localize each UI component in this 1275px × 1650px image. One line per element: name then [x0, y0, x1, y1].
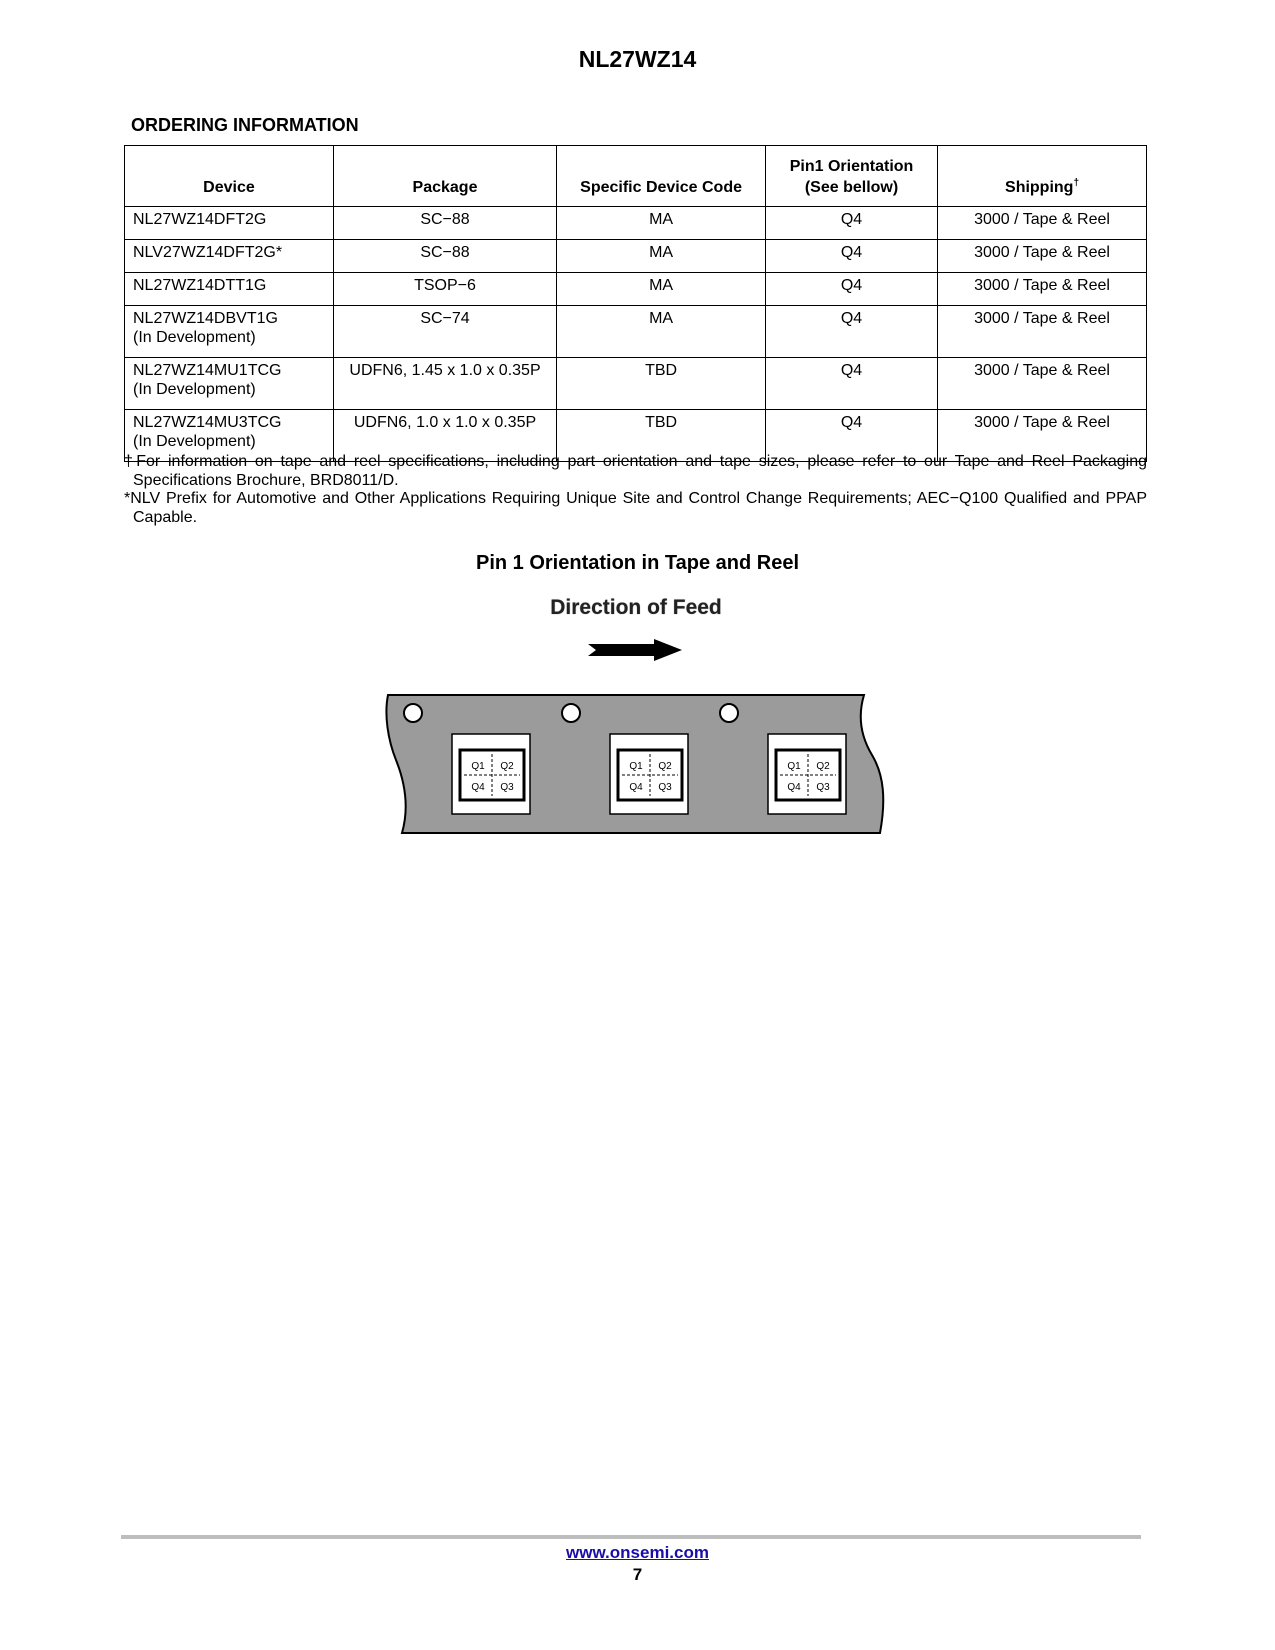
quadrant-label: Q2 [500, 761, 514, 772]
column-header-package: Package [333, 146, 556, 207]
sprocket-hole [404, 704, 422, 722]
shipping-cell: 3000 / Tape & Reel [938, 358, 1147, 410]
pin1-header-line2: (See bellow) [804, 179, 899, 196]
dagger-mark: † [1073, 177, 1080, 189]
shipping-header-label: Shipping [1005, 179, 1074, 196]
device-note: (In Development) [133, 381, 256, 398]
sprocket-hole [720, 704, 738, 722]
device-name: NL27WZ14MU3TCG [133, 414, 282, 431]
package-cell: SC−88 [333, 240, 556, 273]
quadrant-label: Q1 [629, 761, 643, 772]
feed-direction-label: Direction of Feed [550, 596, 722, 619]
code-cell: TBD [557, 410, 766, 462]
code-cell: MA [557, 240, 766, 273]
package-cell: SC−74 [333, 306, 556, 358]
package-cell: SC−88 [333, 207, 556, 240]
pin1-cell: Q4 [766, 306, 938, 358]
device-note: (In Development) [133, 329, 256, 346]
package-cell: UDFN6, 1.0 x 1.0 x 0.35P [333, 410, 556, 462]
feed-arrow-icon [588, 639, 682, 661]
pin1-header-line1: Pin1 Orientation [789, 158, 914, 175]
code-cell: MA [557, 273, 766, 306]
pin1-cell: Q4 [766, 410, 938, 462]
shipping-cell: 3000 / Tape & Reel [938, 273, 1147, 306]
quadrant-label: Q4 [629, 782, 643, 793]
column-header-device: Device [125, 146, 334, 207]
tape-pocket [452, 734, 530, 814]
package-cell: UDFN6, 1.45 x 1.0 x 0.35P [333, 358, 556, 410]
shipping-cell: 3000 / Tape & Reel [938, 240, 1147, 273]
device-note: (In Development) [133, 433, 256, 450]
shipping-cell: 3000 / Tape & Reel [938, 410, 1147, 462]
footnote-nlv: *NLV Prefix for Automotive and Other Applications Requiring Unique Site and Control Change Requirements; AEC−Q100 Qualified and PPAP Capable. [124, 490, 1147, 526]
quadrant-label: Q2 [816, 761, 830, 772]
footnote-shipping: †For information on tape and reel specifications, including part orientation and tape sizes, please refer to our Tape and Reel Packaging Specifications Brochure, BRD8011/D. [124, 453, 1147, 489]
code-cell: MA [557, 207, 766, 240]
column-header-code: Specific Device Code [557, 146, 766, 207]
pin1-cell: Q4 [766, 207, 938, 240]
pin1-cell: Q4 [766, 358, 938, 410]
section-heading: ORDERING INFORMATION [131, 115, 359, 135]
device-cell: NL27WZ14DFT2G [125, 207, 334, 240]
tape-pocket [768, 734, 846, 814]
device-name: NL27WZ14DBVT1G [133, 310, 278, 327]
shipping-cell: 3000 / Tape & Reel [938, 306, 1147, 358]
sprocket-hole [562, 704, 580, 722]
shipping-cell: 3000 / Tape & Reel [938, 207, 1147, 240]
device-cell: NLV27WZ14DFT2G* [125, 240, 334, 273]
pin1-cell: Q4 [766, 240, 938, 273]
footer-rule [121, 1535, 1141, 1539]
device-name: NL27WZ14MU1TCG [133, 362, 282, 379]
quadrant-label: Q1 [471, 761, 485, 772]
tape-pocket [610, 734, 688, 814]
quadrant-label: Q1 [787, 761, 801, 772]
code-cell: MA [557, 306, 766, 358]
device-cell: NL27WZ14DTT1G [125, 273, 334, 306]
footer-website-link[interactable]: www.onsemi.com [566, 1543, 709, 1562]
page-title: NL27WZ14 [578, 46, 697, 72]
pin1-cell: Q4 [766, 273, 938, 306]
page-number: 7 [632, 1565, 643, 1584]
quadrant-label: Q4 [471, 782, 485, 793]
quadrant-label: Q3 [500, 782, 514, 793]
package-cell: TSOP−6 [333, 273, 556, 306]
quadrant-label: Q3 [658, 782, 672, 793]
code-cell: TBD [557, 358, 766, 410]
figure-title: Pin 1 Orientation in Tape and Reel [475, 552, 800, 574]
quadrant-label: Q2 [658, 761, 672, 772]
quadrant-label: Q3 [816, 782, 830, 793]
quadrant-label: Q4 [787, 782, 801, 793]
